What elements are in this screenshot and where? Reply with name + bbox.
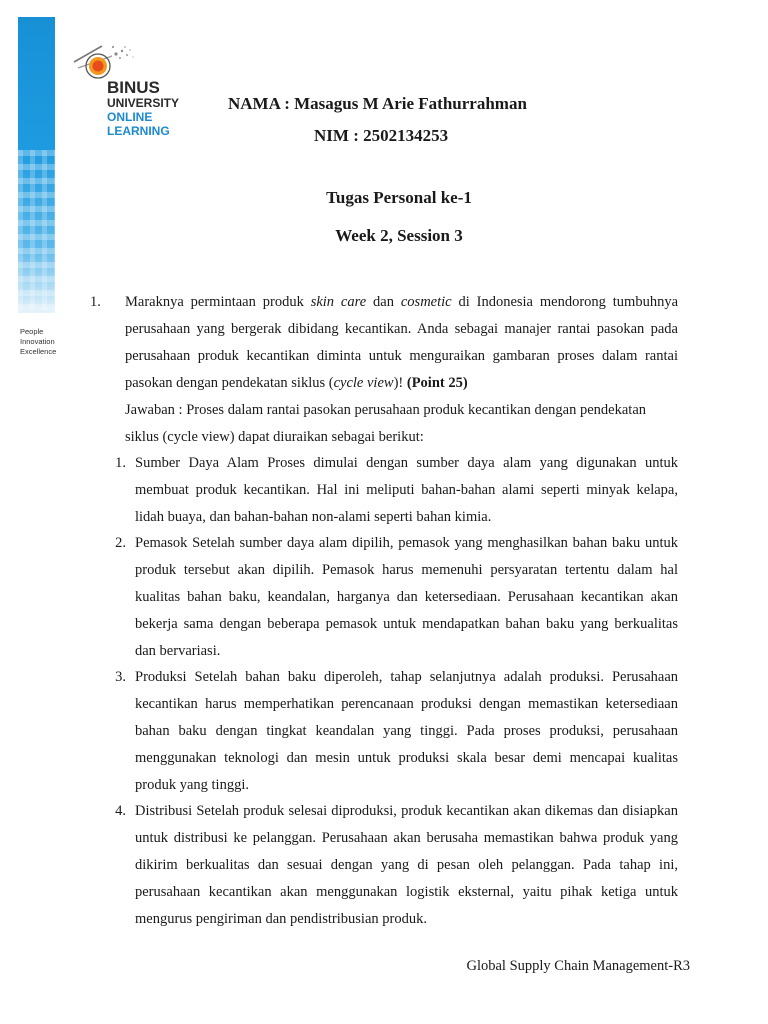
steps-list (106, 450, 678, 932)
list-item (106, 450, 678, 530)
step-text: Sumber Daya Alam Proses dimulai dengan sumber daya alam yang digunakan untuk membuat produk kecantikan. Hal ini meliputi bahan-bahan alami seperti minyak kelapa, lidah buaya, dan bahan-bahan non-alami seperti bahan kimia. (135, 455, 678, 525)
question-emphasis: skin care (310, 294, 367, 310)
question-part: Maraknya permintaan produk (125, 294, 311, 310)
tagline-line: People (20, 327, 44, 336)
question-emphasis: cosmetic (400, 294, 452, 310)
sidebar-tagline (20, 327, 56, 357)
student-name: NAMA : Masagus M Arie Fathurrahman (228, 94, 527, 113)
step-number: 2. (115, 535, 126, 552)
task-title-text: Tugas Personal ke-1 (326, 188, 472, 207)
week-title-text: Week 2, Session 3 (335, 226, 463, 245)
list-item (106, 798, 678, 932)
question-points: (Point 25) (406, 375, 468, 391)
step-text: Produksi Setelah bahan baku diperoleh, tahap selanjutnya adalah produksi. Perusahaan kecantikan harus memperhatikan perencanaan produksi dengan memastikan ketersediaan bahan baku dengan tingkat keandalan yang tinggi. Pada proses produksi, perusahaan menggunakan teknologi dan mesin untuk produksi skala besar demi mencapai kualitas produk yang tinggi. (135, 669, 678, 793)
step-text: Pemasok Setelah sumber daya alam dipilih, pemasok yang menghasilkan bahan baku untuk produk tersebut akan dipilih. Pemasok harus memenuhi persyaratan tertentu dalam hal kualitas bahan baku, keandalan, harganya dan ketersediaan. Perusahaan kecantikan akan bekerja sama dengan beberapa pemasok untuk mendapatkan bahan baku yang berkualitas dan bervariasi. (135, 535, 678, 659)
logo-text (107, 79, 179, 138)
question-emphasis: cycle view (333, 375, 394, 391)
logo-binus: BINUS (107, 78, 160, 97)
step-number: 1. (115, 455, 126, 471)
logo-learning: LEARNING (107, 124, 170, 138)
page-footer: Global Supply Chain Management-R3 (466, 958, 690, 974)
binus-logo (72, 38, 192, 142)
answer-intro: Jawaban : Proses dalam rantai pasokan perusahaan produk kecantikan dengan pendekatan siklus (cycle view) dapat diuraikan sebagai berikut: (125, 402, 647, 445)
list-item (106, 530, 678, 664)
logo-university: UNIVERSITY (107, 96, 180, 110)
student-nim: NIM : 2502134253 (314, 126, 449, 145)
tagline-line: Excellence (20, 347, 57, 356)
question-number: 1. (90, 294, 101, 310)
step-text: Distribusi Setelah produk selesai diproduksi, produk kecantikan akan dikemas dan disiapkan untuk distribusi ke pelanggan. Perusahaan akan berusaha memastikan bahwa produk yang dikirim berkualitas dan sesuai dengan yang di pesan oleh pelanggan. Pada tahap ini, perusahaan kecantikan akan menggunakan logistik eksternal, yaitu pihak ketiga untuk mengurus pengiriman dan pendistribusian produk. (135, 803, 678, 927)
question-part: )! (393, 375, 407, 391)
question-text (125, 289, 678, 397)
week-title (0, 226, 768, 246)
list-item (106, 664, 678, 798)
task-title (0, 188, 768, 208)
step-number: 3. (115, 669, 126, 686)
logo-online: ONLINE (107, 110, 153, 124)
tagline-line: Innovation (20, 337, 55, 346)
step-number: 4. (115, 803, 126, 820)
question-part: di Indonesia mendorong tumbuhnya perusahaan yang bergerak dibidang kecantikan. Anda sebagai manajer rantai pasokan pada perusahaan produk kecantikan diminta untuk menguraikan gambaran proses dalam rantai pasokan dengan pendekatan siklus ( (125, 294, 679, 391)
question-part: dan (366, 294, 401, 310)
